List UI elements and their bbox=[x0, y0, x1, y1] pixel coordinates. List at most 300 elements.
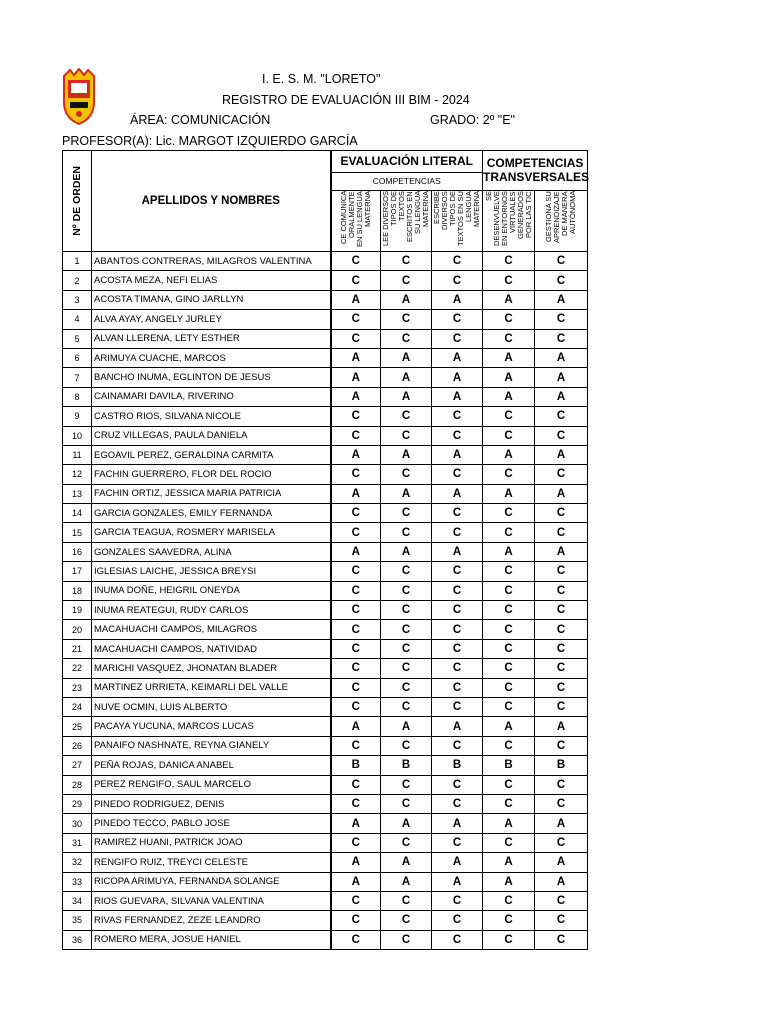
grade-cell: A bbox=[483, 853, 535, 872]
grade-cell: A bbox=[535, 348, 588, 367]
grade-cell: C bbox=[483, 465, 535, 484]
row-number: 18 bbox=[63, 581, 92, 600]
grade-cell: C bbox=[432, 639, 483, 658]
grade-cell: A bbox=[432, 368, 483, 387]
grade-cell: C bbox=[483, 891, 535, 910]
grade-cell: C bbox=[432, 329, 483, 348]
table-row bbox=[63, 562, 588, 581]
grade-cell: A bbox=[483, 348, 535, 367]
grade-cell: C bbox=[535, 911, 588, 930]
grade-cell: C bbox=[535, 407, 588, 426]
grade-cell: C bbox=[432, 794, 483, 813]
eval-literal-header: EVALUACIÓN LITERAL bbox=[331, 151, 483, 173]
table-row bbox=[63, 407, 588, 426]
grade-cell: A bbox=[331, 348, 381, 367]
area-label: ÁREA: COMUNICACIÓN bbox=[130, 113, 271, 127]
grade-cell: C bbox=[535, 930, 588, 949]
row-number: 23 bbox=[63, 678, 92, 697]
grade-cell: A bbox=[483, 445, 535, 464]
table-row bbox=[63, 542, 588, 561]
row-number: 5 bbox=[63, 329, 92, 348]
grade-cell: C bbox=[432, 678, 483, 697]
grade-cell: C bbox=[535, 833, 588, 852]
grade-cell: A bbox=[331, 814, 381, 833]
student-name: ALVA AYAY, ANGELY JURLEY bbox=[92, 310, 331, 329]
grade-cell: C bbox=[483, 620, 535, 639]
grade-cell: A bbox=[432, 387, 483, 406]
grade-cell: C bbox=[381, 659, 432, 678]
table-row bbox=[63, 252, 588, 271]
competencias-label: COMPETENCIAS bbox=[331, 172, 483, 190]
competency-col-2-text: LEE DIVERSOS TIPOS DE TEXTOS ESCRITOS EN SU LENGUA MATERNA bbox=[381, 190, 430, 246]
register-title: REGISTRO DE EVALUACIÓN III BIM - 2024 bbox=[222, 93, 470, 107]
grade-cell: C bbox=[381, 833, 432, 852]
grade-cell: C bbox=[432, 407, 483, 426]
table-row bbox=[63, 717, 588, 736]
student-name: BANCHO INUMA, EGLINTON DE JESUS bbox=[92, 368, 331, 387]
grade-cell: C bbox=[535, 620, 588, 639]
grade-cell: C bbox=[535, 678, 588, 697]
student-name: MARTINEZ URRIETA, KEIMARLI DEL VALLE bbox=[92, 678, 331, 697]
grade-cell: A bbox=[483, 814, 535, 833]
grade-cell: C bbox=[483, 833, 535, 852]
grade-cell: C bbox=[483, 678, 535, 697]
grade-cell: C bbox=[432, 562, 483, 581]
grade-cell: C bbox=[535, 891, 588, 910]
grade-cell: C bbox=[381, 426, 432, 445]
grade-cell: A bbox=[483, 542, 535, 561]
student-name: INUMA DOÑE, HEIGRIL ONEYDA bbox=[92, 581, 331, 600]
grade-cell: A bbox=[432, 445, 483, 464]
grade-cell: A bbox=[381, 717, 432, 736]
grade-cell: A bbox=[535, 445, 588, 464]
table-row bbox=[63, 678, 588, 697]
row-number: 11 bbox=[63, 445, 92, 464]
grade-cell: A bbox=[331, 290, 381, 309]
grade-cell: C bbox=[331, 891, 381, 910]
student-name: PANAIFO NASHNATE, REYNA GIANELY bbox=[92, 736, 331, 755]
student-name: MARICHI VASQUEZ, JHONATAN BLADER bbox=[92, 659, 331, 678]
grade-cell: C bbox=[535, 465, 588, 484]
grade-cell: A bbox=[483, 872, 535, 891]
grade-cell: A bbox=[535, 814, 588, 833]
grade-cell: A bbox=[331, 872, 381, 891]
grade-cell: B bbox=[331, 756, 381, 775]
grade-cell: C bbox=[432, 833, 483, 852]
grade-cell: C bbox=[483, 426, 535, 445]
grade-cell: B bbox=[535, 756, 588, 775]
teacher-label: PROFESOR(A): Lic. MARGOT IZQUIERDO GARCÍA bbox=[62, 134, 358, 148]
grade-cell: C bbox=[381, 794, 432, 813]
grade-cell: C bbox=[432, 465, 483, 484]
row-number: 17 bbox=[63, 562, 92, 581]
grade-cell: C bbox=[432, 930, 483, 949]
grade-cell: A bbox=[381, 872, 432, 891]
row-number: 21 bbox=[63, 639, 92, 658]
row-number: 30 bbox=[63, 814, 92, 833]
grade-cell: C bbox=[381, 775, 432, 794]
table-row bbox=[63, 620, 588, 639]
grade-cell: C bbox=[331, 639, 381, 658]
table-row bbox=[63, 504, 588, 523]
grade-cell: C bbox=[331, 310, 381, 329]
grade-cell: C bbox=[483, 523, 535, 542]
row-number: 31 bbox=[63, 833, 92, 852]
row-number: 3 bbox=[63, 290, 92, 309]
row-number: 32 bbox=[63, 853, 92, 872]
grade-cell: C bbox=[432, 697, 483, 716]
grade-cell: A bbox=[483, 290, 535, 309]
grade-cell: C bbox=[331, 271, 381, 290]
row-number: 14 bbox=[63, 504, 92, 523]
grade-cell: C bbox=[432, 659, 483, 678]
grade-cell: C bbox=[483, 562, 535, 581]
row-number: 15 bbox=[63, 523, 92, 542]
grade-cell: A bbox=[535, 290, 588, 309]
table-row bbox=[63, 775, 588, 794]
school-crest-icon bbox=[62, 68, 96, 126]
student-name: PINEDO RODRIGUEZ, DENIS bbox=[92, 794, 331, 813]
table-row bbox=[63, 329, 588, 348]
grade-cell: C bbox=[381, 310, 432, 329]
competency-col-2 bbox=[381, 190, 432, 251]
row-number: 26 bbox=[63, 736, 92, 755]
grade-cell: C bbox=[432, 581, 483, 600]
table-row bbox=[63, 523, 588, 542]
grade-cell: C bbox=[331, 426, 381, 445]
grade-cell: C bbox=[331, 659, 381, 678]
grade-cell: A bbox=[331, 542, 381, 561]
grade-cell: C bbox=[535, 697, 588, 716]
student-name: FACHIN ORTIZ, JESSICA MARIA PATRICIA bbox=[92, 484, 331, 503]
grade-cell: C bbox=[535, 639, 588, 658]
grade-cell: C bbox=[483, 930, 535, 949]
grade-cell: A bbox=[381, 445, 432, 464]
grade-cell: C bbox=[381, 639, 432, 658]
student-name: ROMERO MERA, JOSUE HANIEL bbox=[92, 930, 331, 949]
grade-cell: C bbox=[381, 601, 432, 620]
table-row bbox=[63, 659, 588, 678]
student-name: RENGIFO RUIZ, TREYCI CELESTE bbox=[92, 853, 331, 872]
grade-cell: C bbox=[381, 911, 432, 930]
row-number: 10 bbox=[63, 426, 92, 445]
grade-cell: C bbox=[432, 252, 483, 271]
grade-cell: A bbox=[535, 387, 588, 406]
table-row bbox=[63, 271, 588, 290]
grade-cell: C bbox=[381, 407, 432, 426]
grade-cell: A bbox=[535, 872, 588, 891]
grade-cell: A bbox=[331, 853, 381, 872]
grade-cell: C bbox=[381, 697, 432, 716]
row-number: 20 bbox=[63, 620, 92, 639]
row-number: 35 bbox=[63, 911, 92, 930]
grade-cell: A bbox=[331, 387, 381, 406]
grade-cell: C bbox=[381, 562, 432, 581]
institution-title: I. E. S. M. "LORETO" bbox=[262, 72, 381, 86]
table-row bbox=[63, 368, 588, 387]
grade-cell: C bbox=[331, 794, 381, 813]
student-name: ABANTOS CONTRERAS, MILAGROS VALENTINA bbox=[92, 252, 331, 271]
table-row bbox=[63, 853, 588, 872]
grade-cell: A bbox=[432, 872, 483, 891]
table-row bbox=[63, 872, 588, 891]
grade-cell: A bbox=[535, 542, 588, 561]
student-name: GARCIA GONZALES, EMILY FERNANDA bbox=[92, 504, 331, 523]
grade-cell: A bbox=[432, 290, 483, 309]
grade-cell: C bbox=[535, 581, 588, 600]
grade-cell: C bbox=[381, 271, 432, 290]
grade-cell: B bbox=[381, 756, 432, 775]
grade-cell: C bbox=[432, 736, 483, 755]
grade-cell: C bbox=[331, 911, 381, 930]
table-row bbox=[63, 348, 588, 367]
grade-cell: C bbox=[432, 426, 483, 445]
grade-cell: C bbox=[535, 736, 588, 755]
student-name: CAINAMARI DAVILA, RIVERINO bbox=[92, 387, 331, 406]
grade-cell: C bbox=[331, 678, 381, 697]
table-row bbox=[63, 484, 588, 503]
grade-cell: C bbox=[432, 601, 483, 620]
student-name: GARCIA TEAGUA, ROSMERY MARISELA bbox=[92, 523, 331, 542]
student-name: GONZALES SAAVEDRA, ALINA bbox=[92, 542, 331, 561]
row-number: 29 bbox=[63, 794, 92, 813]
grade-cell: B bbox=[432, 756, 483, 775]
grade-cell: C bbox=[381, 504, 432, 523]
table-row bbox=[63, 794, 588, 813]
student-name: MACAHUACHI CAMPOS, MILAGROS bbox=[92, 620, 331, 639]
row-number: 1 bbox=[63, 252, 92, 271]
grade-cell: A bbox=[331, 484, 381, 503]
grade-cell: A bbox=[432, 814, 483, 833]
table-row bbox=[63, 387, 588, 406]
grade-cell: A bbox=[381, 290, 432, 309]
table-row bbox=[63, 639, 588, 658]
table-row bbox=[63, 833, 588, 852]
grade-cell: C bbox=[483, 504, 535, 523]
grade-cell: A bbox=[432, 542, 483, 561]
grade-cell: C bbox=[331, 930, 381, 949]
competency-col-4-text: SE DESENVUELVE EN ENTORNOS VIRTUALES GENERADOS POR LAS TIC bbox=[483, 190, 533, 246]
grade-cell: C bbox=[331, 775, 381, 794]
table-row bbox=[63, 426, 588, 445]
table-row bbox=[63, 445, 588, 464]
grade-cell: C bbox=[381, 891, 432, 910]
student-name: PACAYA YUCUNA, MARCOS LUCAS bbox=[92, 717, 331, 736]
competency-col-4 bbox=[483, 190, 535, 251]
grade-cell: C bbox=[535, 562, 588, 581]
student-name: EGOAVIL PEREZ, GERALDINA CARMITA bbox=[92, 445, 331, 464]
grade-cell: C bbox=[331, 736, 381, 755]
grade-cell: C bbox=[483, 271, 535, 290]
grade-cell: A bbox=[381, 853, 432, 872]
grade-cell: C bbox=[331, 581, 381, 600]
table-row bbox=[63, 736, 588, 755]
row-number: 4 bbox=[63, 310, 92, 329]
grade-cell: C bbox=[483, 581, 535, 600]
grade-cell: C bbox=[432, 523, 483, 542]
grade-cell: C bbox=[535, 252, 588, 271]
student-name: ALVAN LLERENA, LETY ESTHER bbox=[92, 329, 331, 348]
grade-cell: C bbox=[535, 271, 588, 290]
grade-cell: C bbox=[381, 620, 432, 639]
student-name: ARIMUYA CUACHE, MARCOS bbox=[92, 348, 331, 367]
row-number: 36 bbox=[63, 930, 92, 949]
grade-cell: C bbox=[331, 407, 381, 426]
grade-cell: B bbox=[483, 756, 535, 775]
table-row bbox=[63, 756, 588, 775]
row-number: 7 bbox=[63, 368, 92, 387]
grade-cell: C bbox=[381, 465, 432, 484]
grade-cell: C bbox=[331, 601, 381, 620]
competency-col-1 bbox=[331, 190, 381, 251]
row-number: 9 bbox=[63, 407, 92, 426]
grade-cell: C bbox=[331, 252, 381, 271]
grade-cell: A bbox=[535, 853, 588, 872]
student-name: CRUZ VILLEGAS, PAULA DANIELA bbox=[92, 426, 331, 445]
table-row bbox=[63, 310, 588, 329]
grade-cell: C bbox=[381, 252, 432, 271]
student-name: RICOPA ARIMUYA, FERNANDA SOLANGE bbox=[92, 872, 331, 891]
grade-cell: C bbox=[483, 697, 535, 716]
row-number: 16 bbox=[63, 542, 92, 561]
grade-cell: A bbox=[331, 717, 381, 736]
row-number: 25 bbox=[63, 717, 92, 736]
table-row bbox=[63, 465, 588, 484]
student-name: PINEDO TECCO, PABLO JOSE bbox=[92, 814, 331, 833]
student-name: PEREZ RENGIFO, SAUL MARCELO bbox=[92, 775, 331, 794]
grade-cell: C bbox=[483, 407, 535, 426]
grade-cell: C bbox=[381, 329, 432, 348]
grade-cell: A bbox=[381, 348, 432, 367]
grade-cell: C bbox=[483, 310, 535, 329]
grade-cell: C bbox=[331, 833, 381, 852]
row-number: 22 bbox=[63, 659, 92, 678]
grade-cell: C bbox=[381, 930, 432, 949]
grade-cell: A bbox=[535, 484, 588, 503]
grade-cell: C bbox=[483, 329, 535, 348]
grade-cell: C bbox=[331, 620, 381, 639]
grade-cell: A bbox=[381, 368, 432, 387]
grade-cell: C bbox=[331, 465, 381, 484]
grade-cell: A bbox=[483, 387, 535, 406]
student-name: RIOS GUEVARA, SILVANA VALENTINA bbox=[92, 891, 331, 910]
row-number: 13 bbox=[63, 484, 92, 503]
row-number: 2 bbox=[63, 271, 92, 290]
grade-cell: C bbox=[535, 329, 588, 348]
grade-cell: C bbox=[535, 523, 588, 542]
grade-cell: C bbox=[483, 252, 535, 271]
grade-cell: C bbox=[535, 426, 588, 445]
row-number: 6 bbox=[63, 348, 92, 367]
grade-cell: C bbox=[331, 504, 381, 523]
student-name: RAMIREZ HUANI, PATRICK JOAO bbox=[92, 833, 331, 852]
grade-cell: C bbox=[483, 911, 535, 930]
row-number: 28 bbox=[63, 775, 92, 794]
table-row bbox=[63, 911, 588, 930]
grade-cell: A bbox=[483, 368, 535, 387]
grade-cell: C bbox=[381, 581, 432, 600]
row-number: 8 bbox=[63, 387, 92, 406]
grade-cell: C bbox=[432, 620, 483, 639]
competency-col-3-text: ESCRIBE DIVERSOS TIPOS DE TEXTOS EN SU LENGUA MATERNA bbox=[432, 190, 482, 246]
grade-cell: A bbox=[381, 387, 432, 406]
grade-cell: C bbox=[535, 601, 588, 620]
transversal-header: COMPETENCIAS TRANSVERSALES bbox=[483, 151, 588, 191]
grade-cell: C bbox=[381, 736, 432, 755]
table-row bbox=[63, 601, 588, 620]
grade-cell: C bbox=[331, 562, 381, 581]
grade-cell: C bbox=[331, 329, 381, 348]
grade-cell: C bbox=[483, 794, 535, 813]
grade-cell: A bbox=[483, 484, 535, 503]
competency-col-3 bbox=[432, 190, 483, 251]
grade-cell: C bbox=[535, 659, 588, 678]
grade-cell: A bbox=[331, 368, 381, 387]
student-name: MACAHUACHI CAMPOS, NATIVIDAD bbox=[92, 639, 331, 658]
grade-cell: C bbox=[331, 523, 381, 542]
grade-label: GRADO: 2º "E" bbox=[430, 113, 515, 127]
student-name: IGLESIAS LAICHE, JESSICA BREYSI bbox=[92, 562, 331, 581]
grade-cell: C bbox=[483, 639, 535, 658]
names-header: APELLIDOS Y NOMBRES bbox=[92, 151, 331, 252]
grade-cell: C bbox=[432, 310, 483, 329]
row-number: 27 bbox=[63, 756, 92, 775]
order-header bbox=[63, 151, 92, 252]
student-name: ACOSTA MEZA, NEFI ELIAS bbox=[92, 271, 331, 290]
grade-cell: C bbox=[483, 601, 535, 620]
grade-cell: C bbox=[432, 891, 483, 910]
competency-col-5 bbox=[535, 190, 588, 251]
grade-cell: A bbox=[483, 717, 535, 736]
grade-cell: A bbox=[381, 542, 432, 561]
grade-cell: C bbox=[432, 911, 483, 930]
row-number: 24 bbox=[63, 697, 92, 716]
student-name: ACOSTA TIMANA, GINO JARLLYN bbox=[92, 290, 331, 309]
grade-cell: A bbox=[381, 484, 432, 503]
row-number: 12 bbox=[63, 465, 92, 484]
grade-cell: A bbox=[432, 717, 483, 736]
grade-cell: A bbox=[535, 717, 588, 736]
grade-cell: A bbox=[381, 814, 432, 833]
table-row bbox=[63, 581, 588, 600]
grade-cell: C bbox=[381, 678, 432, 697]
grade-cell: C bbox=[535, 310, 588, 329]
student-name: RIVAS FERNANDEZ, ZEZE LEANDRO bbox=[92, 911, 331, 930]
grade-cell: C bbox=[483, 659, 535, 678]
grade-cell: A bbox=[432, 348, 483, 367]
grade-cell: C bbox=[331, 697, 381, 716]
grade-cell: C bbox=[432, 775, 483, 794]
grade-cell: C bbox=[381, 523, 432, 542]
grade-cell: C bbox=[432, 271, 483, 290]
grade-cell: C bbox=[483, 775, 535, 794]
grade-cell: C bbox=[535, 775, 588, 794]
grade-cell: A bbox=[432, 484, 483, 503]
grade-cell: C bbox=[432, 504, 483, 523]
grades-table bbox=[62, 150, 588, 950]
row-number: 34 bbox=[63, 891, 92, 910]
grade-cell: C bbox=[535, 504, 588, 523]
student-name: PEÑA ROJAS, DANICA ANABEL bbox=[92, 756, 331, 775]
grade-cell: C bbox=[483, 736, 535, 755]
student-name: INUMA REATEGUI, RUDY CARLOS bbox=[92, 601, 331, 620]
table-row bbox=[63, 930, 588, 949]
table-row bbox=[63, 891, 588, 910]
row-number: 33 bbox=[63, 872, 92, 891]
competency-col-1-text: CE COMUNICA ORALMENTE EN SU LENGUA MATERNA bbox=[338, 190, 372, 247]
table-row bbox=[63, 290, 588, 309]
grade-cell: A bbox=[535, 368, 588, 387]
